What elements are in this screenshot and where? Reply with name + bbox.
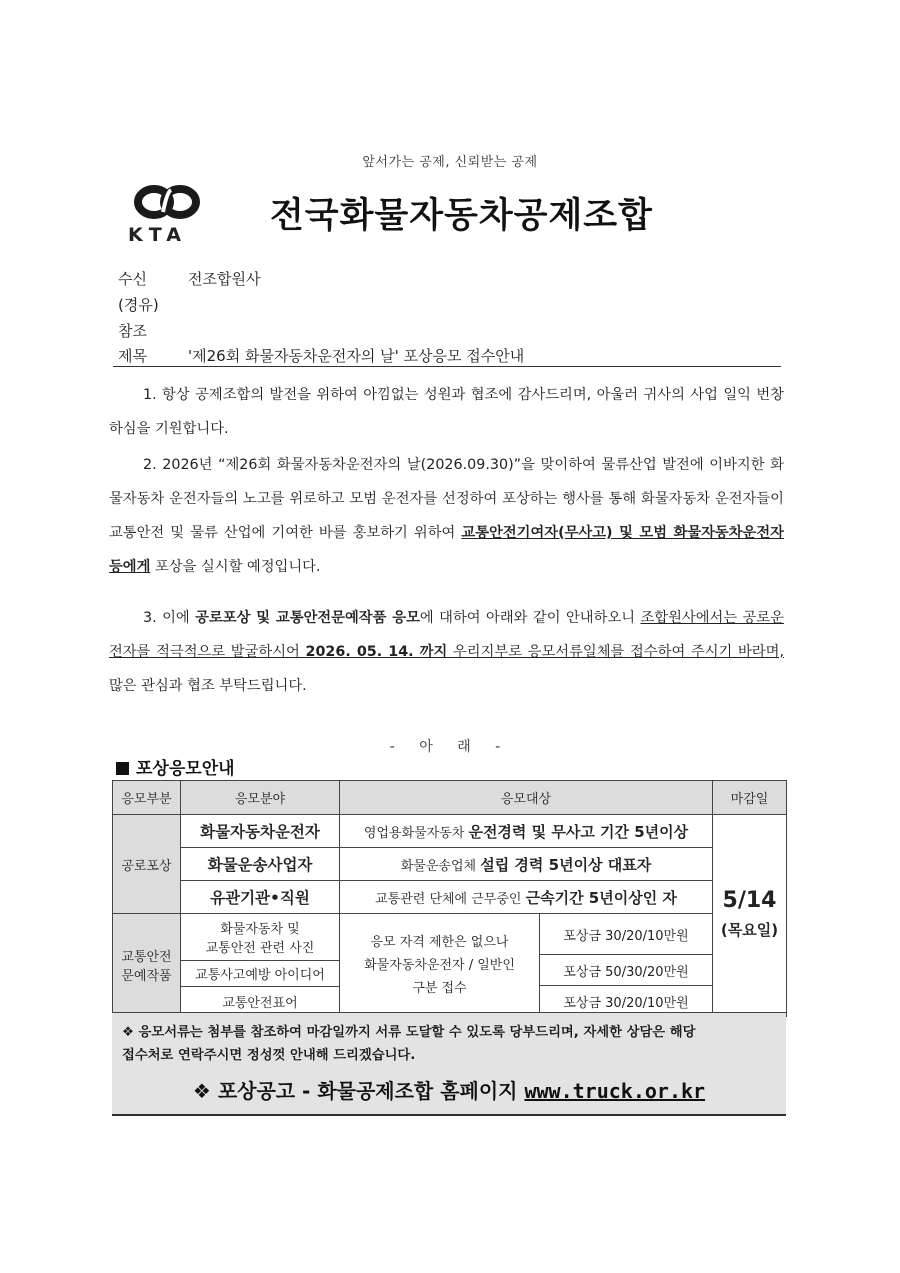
subject-label: 제목	[118, 347, 147, 365]
p3-text-f: 우리지부로 응모서류일체를 접수하여 주시기 바라며,	[447, 644, 784, 660]
p3-text-g: 많은 관심과 협조 부탁드립니다.	[109, 678, 307, 694]
merit-target-2-emphasis: 설립 경력 5년이상 대표자	[480, 855, 652, 874]
subject-divider	[113, 366, 781, 367]
header-field: 응모분야	[181, 781, 340, 815]
p3-deadline: 2026. 05. 14. 까지	[305, 644, 448, 660]
p3-text-a: 3. 이에	[143, 610, 196, 626]
via-label: (경유)	[118, 296, 159, 314]
subject-row	[118, 345, 524, 366]
subject-value: '제26회 화물자동차운전자의 날' 포상응모 접수안내	[188, 347, 525, 365]
notice-heading: - 아 래 -	[389, 739, 511, 755]
merit-category: 공로포상	[113, 815, 181, 914]
recipient-value: 전조합원사	[188, 270, 261, 288]
logo-text: KTA	[128, 224, 187, 246]
p3-emphasis: 공로포상 및 교통안전문예작품 응모	[195, 610, 420, 626]
arts-field-1	[181, 914, 340, 961]
prize-3: 포상금 30/20/10만원	[563, 995, 689, 1011]
paragraph-3	[109, 601, 784, 703]
arts-target-line3: 구분 접수	[412, 980, 467, 996]
reference-row	[118, 320, 188, 341]
merit-target-3-emphasis: 근속기간 5년이상인 자	[525, 888, 677, 907]
merit-target-3	[340, 881, 713, 914]
recipient-row	[118, 268, 260, 289]
merit-target-3-text: 교통관련 단체에 근무중인	[375, 891, 526, 907]
p3-text-d: 조합원사에서는 공로운전자를 적극적으로 발굴하시어	[109, 610, 785, 660]
via-row	[118, 294, 188, 315]
table-row	[113, 848, 787, 881]
org-title: 전국화물자동차공제조합	[270, 196, 653, 236]
p2-tail: 포상을 실시할 예정입니다.	[150, 559, 321, 575]
header-deadline: 마감일	[713, 781, 787, 815]
reference-label: 참조	[118, 322, 147, 340]
p2-emphasis: 교통안전기여자(무사고) 및 모범 화물자동차운전자 등에게	[109, 525, 784, 575]
table-row	[113, 815, 787, 848]
merit-target-1	[340, 815, 713, 848]
merit-field-1: 화물자동차운전자	[181, 815, 340, 848]
p3-text-c: 에 대하여 아래와 같이 안내하오니	[419, 610, 641, 626]
homepage-label: ❖ 포상공고 - 화물공제조합 홈페이지	[192, 1079, 525, 1103]
merit-target-1-text: 영업용화물자동차	[363, 825, 469, 841]
paragraph-2	[109, 448, 784, 584]
header-target: 응모대상	[340, 781, 713, 815]
award-table	[112, 780, 787, 1017]
footer-note-line1: ❖ 응모서류는 첨부를 참조하여 마감일까지 서류 도달할 수 있도록 당부드리며, 자세한 상담은 해당	[122, 1025, 696, 1040]
merit-field-3: 유관기관•직원	[181, 881, 340, 914]
motto: 앞서가는 공제, 신뢰받는 공제	[362, 155, 538, 170]
arts-target-line1: 응모 자격 제한은 없으나	[370, 934, 509, 950]
merit-target-2	[340, 848, 713, 881]
arts-field-3: 교통안전표어	[181, 987, 340, 1017]
recipient-label: 수신	[118, 270, 147, 288]
merit-target-2-text: 화물운송업체	[400, 858, 481, 874]
arts-field-2: 교통사고예방 아이디어	[181, 961, 340, 987]
homepage-line	[112, 1075, 786, 1104]
arts-field-1-line2: 교통안전 관련 사진	[205, 941, 315, 956]
deadline-cell	[713, 815, 787, 1017]
merit-target-1-emphasis: 운전경력 및 무사고 기간 5년이상	[468, 822, 689, 841]
paragraph-1: 1. 항상 공제조합의 발전을 위하여 아낌없는 성원과 협조에 감사드리며, 아울러 귀사의 사업 일익 번창하심을 기원합니다.	[109, 387, 784, 437]
section-title-text: 포상응모안내	[136, 759, 235, 779]
arts-prizes	[540, 914, 712, 1016]
prize-1: 포상금 30/20/10만원	[540, 914, 712, 955]
arts-target	[340, 914, 540, 1016]
arts-target-prize	[340, 914, 713, 1017]
p2-text: 2. 2026년 “제26회 화물자동차운전자의 날(2026.09.30)”을 맞이하여 물류산업 발전에 이바지한 화물자동차 운전자들의 노고를 위로하고 모범 운전자를 선정하여 포상하는 행사를 통해 화물자동차 운전자들이 교통안전 및 물류 산업에 기여한 바를 홍보하기 위하여	[109, 457, 784, 541]
homepage-link[interactable]: www.truck.or.kr	[524, 1079, 706, 1103]
footer-notice	[112, 1012, 786, 1116]
merit-field-2: 화물운송사업자	[181, 848, 340, 881]
square-bullet-icon	[116, 762, 129, 775]
table-header-row	[113, 781, 787, 815]
arts-target-line2: 화물자동차운전자 / 일반인	[364, 957, 515, 973]
arts-category	[113, 914, 181, 1017]
deadline-day: (목요일)	[720, 921, 779, 939]
table-row	[113, 881, 787, 914]
prize-2: 포상금 50/30/20만원	[540, 955, 712, 986]
deadline-date: 5/14	[722, 888, 777, 913]
arts-category-line2: 문예작품	[121, 969, 172, 984]
arts-field-1-line1: 화물자동차 및	[220, 922, 300, 937]
arts-category-line1: 교통안전	[121, 950, 172, 965]
section-title	[116, 754, 235, 779]
footer-note	[122, 1021, 780, 1067]
header-category: 응모부분	[113, 781, 181, 815]
footer-note-line2: 접수처로 연락주시면 정성껏 안내해 드리겠습니다.	[122, 1048, 416, 1063]
